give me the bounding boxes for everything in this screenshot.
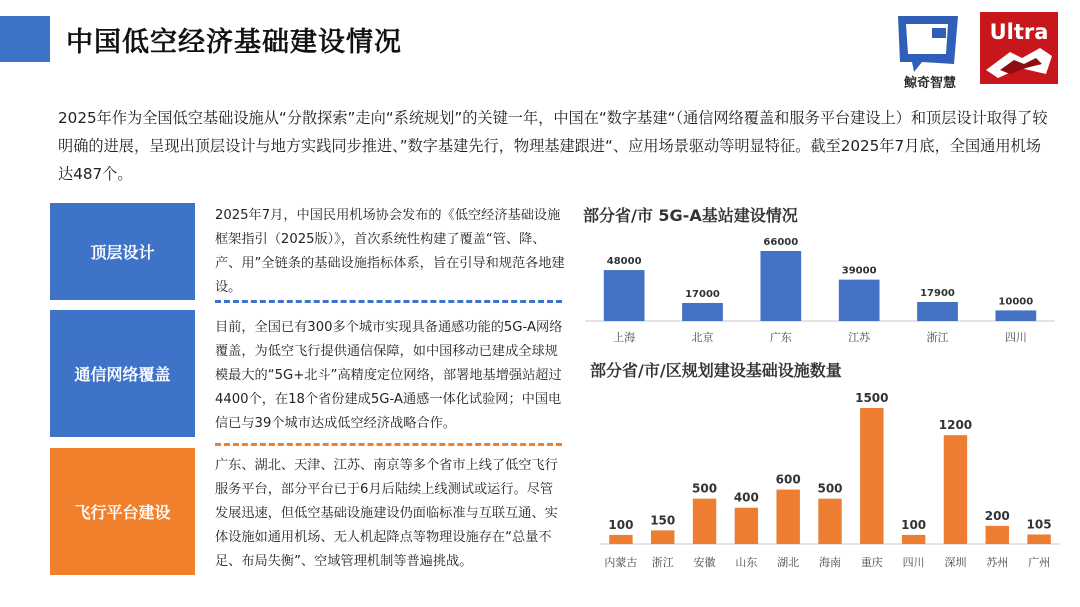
data-label: 39000 xyxy=(841,265,877,277)
bar-广东 xyxy=(760,251,801,321)
bar-广州 xyxy=(1027,534,1050,544)
bar-四川 xyxy=(902,535,925,544)
data-label: 150 xyxy=(650,513,676,528)
category-label: 海南 xyxy=(819,556,841,569)
data-label: 48000 xyxy=(606,256,642,268)
bar-浙江 xyxy=(651,530,674,544)
category-label: 湖北 xyxy=(777,556,800,569)
bar-内蒙古 xyxy=(609,535,632,544)
category-label: 广东 xyxy=(769,331,792,344)
category-label: 浙江 xyxy=(926,331,949,344)
category-label: 山东 xyxy=(735,556,758,569)
page-title: 中国低空经济基础建设情况 xyxy=(66,27,402,58)
row-label-top-design: 顶层设计 xyxy=(50,203,195,300)
row-text-top-design: 2025年7月，中国民用机场协会发布的《低空经济基础设施框架指引（2025版）》，首次系统性构建了覆盖“管、降、产、用”全链条的基础设施指标体系，旨在引导和规范各地建设。 xyxy=(215,208,565,295)
row-label-network: 通信网络覆盖 xyxy=(50,310,195,437)
ultra-logo xyxy=(980,12,1058,84)
category-label: 北京 xyxy=(691,331,714,344)
data-label: 500 xyxy=(692,481,718,496)
category-label: 四川 xyxy=(1004,331,1027,344)
data-label: 400 xyxy=(733,490,759,505)
bar-山东 xyxy=(735,508,758,544)
data-label: 500 xyxy=(817,481,843,496)
category-label: 苏州 xyxy=(986,556,1009,569)
chart-infrastructure-count xyxy=(600,380,1060,580)
bar-苏州 xyxy=(986,526,1009,544)
category-label: 四川 xyxy=(902,556,925,569)
ultra-logo-text: Ultra xyxy=(989,20,1049,44)
divider-blue xyxy=(215,300,562,303)
title-accent-bar xyxy=(0,16,50,62)
bar-重庆 xyxy=(860,408,883,544)
category-label: 内蒙古 xyxy=(604,556,638,569)
data-label: 100 xyxy=(608,517,634,532)
row-text-network: 目前，全国已有300多个城市实现具备通感功能的5G-A网络覆盖，为低空飞行提供通信保障，如中国移动已建成全球规模最大的“5G+北斗”高精度定位网络，部署地基增强站超过4400个，在18个省份建成5G-A通感一体化试验网；中国电信已与39个城市达成低空经济战略合作。 xyxy=(215,320,563,431)
data-label: 10000 xyxy=(998,296,1034,308)
bar-湖北 xyxy=(776,490,799,544)
data-label: 17000 xyxy=(685,288,720,300)
row-label-platform: 飞行平台建设 xyxy=(50,448,195,575)
category-label: 浙江 xyxy=(651,556,674,569)
row-text-platform: 广东、湖北、天津、江苏、南京等多个省市上线了低空飞行服务平台，部分平台已于6月后陆续上线测试或运行。尽管发展迅速，但低空基础设施建设仍面临标准与互联互通、实体设施如通用机场、无人机起降点等物理设施存在“总量不足、布局失衡”、空域管理机制等普遍挑战。 xyxy=(215,458,558,569)
bar-上海 xyxy=(604,270,645,321)
bar-海南 xyxy=(818,499,841,544)
data-label: 105 xyxy=(1026,517,1052,532)
bar-北京 xyxy=(682,303,723,321)
data-label: 1500 xyxy=(855,391,889,405)
jingqi-logo xyxy=(892,12,968,92)
data-label: 600 xyxy=(775,472,801,487)
data-label: 66000 xyxy=(763,237,799,248)
data-label: 1200 xyxy=(938,418,973,433)
chart-5g-base-stations xyxy=(585,225,1055,353)
ultra-logo-icon xyxy=(980,12,1058,84)
category-label: 上海 xyxy=(613,331,636,344)
category-label: 重庆 xyxy=(860,556,883,569)
intro-paragraph: 2025年作为全国低空基础设施从“分散探索”走向“系统规划”的关键一年，中国在“数字基建“（通信网络覆盖和服务平台建设上）和顶层设计取得了较明确的进展，呈现出顶层设计与地方实践同步推进、”数字基建先行，物理基建跟进“、应用场景驱动等明显特征。截至2025年7月底，全国通用机场达487个。 xyxy=(58,109,1048,183)
bar-深圳 xyxy=(944,435,967,544)
bar-安徽 xyxy=(693,499,716,544)
logo-text: 鲸奇智慧 xyxy=(903,76,957,91)
data-label: 100 xyxy=(901,517,927,532)
data-label: 200 xyxy=(984,508,1010,523)
bar-江苏 xyxy=(839,280,880,321)
data-label: 17900 xyxy=(920,288,955,300)
divider-orange xyxy=(215,443,562,446)
category-label: 广州 xyxy=(1028,556,1051,569)
category-label: 安徽 xyxy=(693,556,716,569)
bar-浙江 xyxy=(917,302,958,321)
chart1-title: 部分省/市 5G-A基站建设情况 xyxy=(583,206,798,225)
jingqi-logo-icon xyxy=(892,12,968,92)
bar-四川 xyxy=(995,310,1036,321)
chart2-title: 部分省/市/区规划建设基础设施数量 xyxy=(590,361,842,380)
category-label: 深圳 xyxy=(944,556,967,569)
category-label: 江苏 xyxy=(848,331,871,344)
